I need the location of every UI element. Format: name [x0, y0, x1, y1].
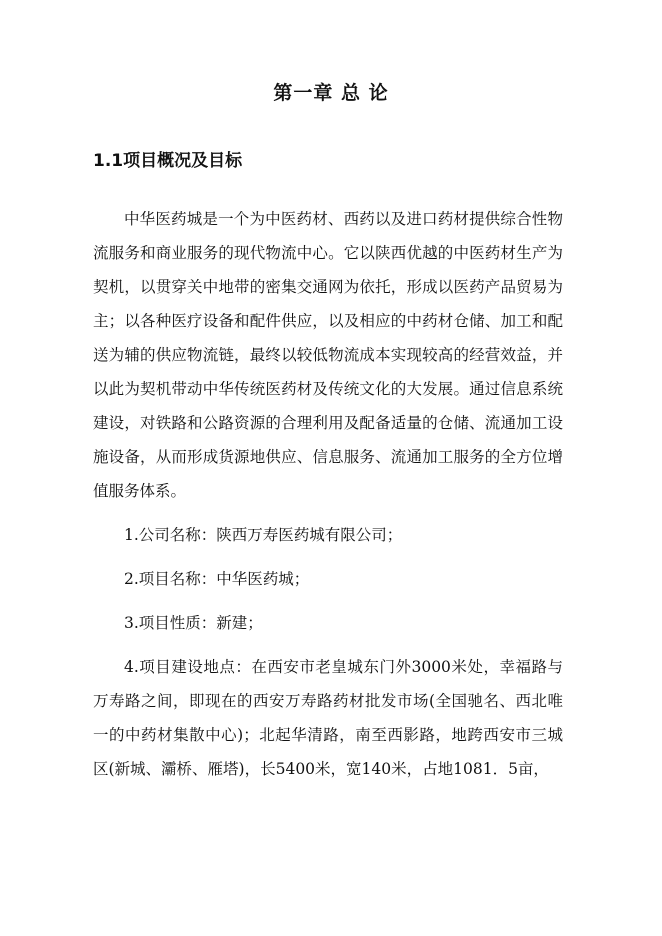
chapter-title: 第一章 总 论 — [273, 82, 389, 104]
list-item-project-location: 4.项目建设地点：在西安市老皇城东门外3000米处，幸福路与万寿路之间，即现在的西安万寿路药材批发市场(全国驰名、西北唯一的中药材集散中心)；北起华清路，南至西影路，地跨西安市三城区(新城、灞桥、雁塔)，长5400米，宽140米，占地1081．5亩， — [93, 658, 563, 778]
list-item-project-name: 2.项目名称：中华医药城； — [124, 570, 310, 588]
intro-paragraph: 中华医药城是一个为中医药材、西药以及进口药材提供综合性物流服务和商业服务的现代物流中心。它以陕西优越的中医药材生产为契机，以贯穿关中地带的密集交通网为依托，形成以医药产品贸易为主；以各种医疗设备和配件供应，以及相应的中药材仓储、加工和配送为辅的供应物流链，最终以较低物流成本实现较高的经营效益，并以此为契机带动中华传统医药材及传统文化的大发展。通过信息系统建设，对铁路和公路资源的合理利用及配备适量的仓储、流通加工设施设备，从而形成货源地供应、信息服务、流通加工服务的全方位增值服务体系。 — [93, 210, 563, 500]
list-item-project-nature: 3.项目性质：新建； — [124, 614, 263, 632]
section-heading: 1.1项目概况及目标 — [93, 151, 243, 171]
body-text — [93, 202, 563, 786]
list-item-company-name: 1.公司名称：陕西万寿医药城有限公司； — [124, 526, 403, 544]
